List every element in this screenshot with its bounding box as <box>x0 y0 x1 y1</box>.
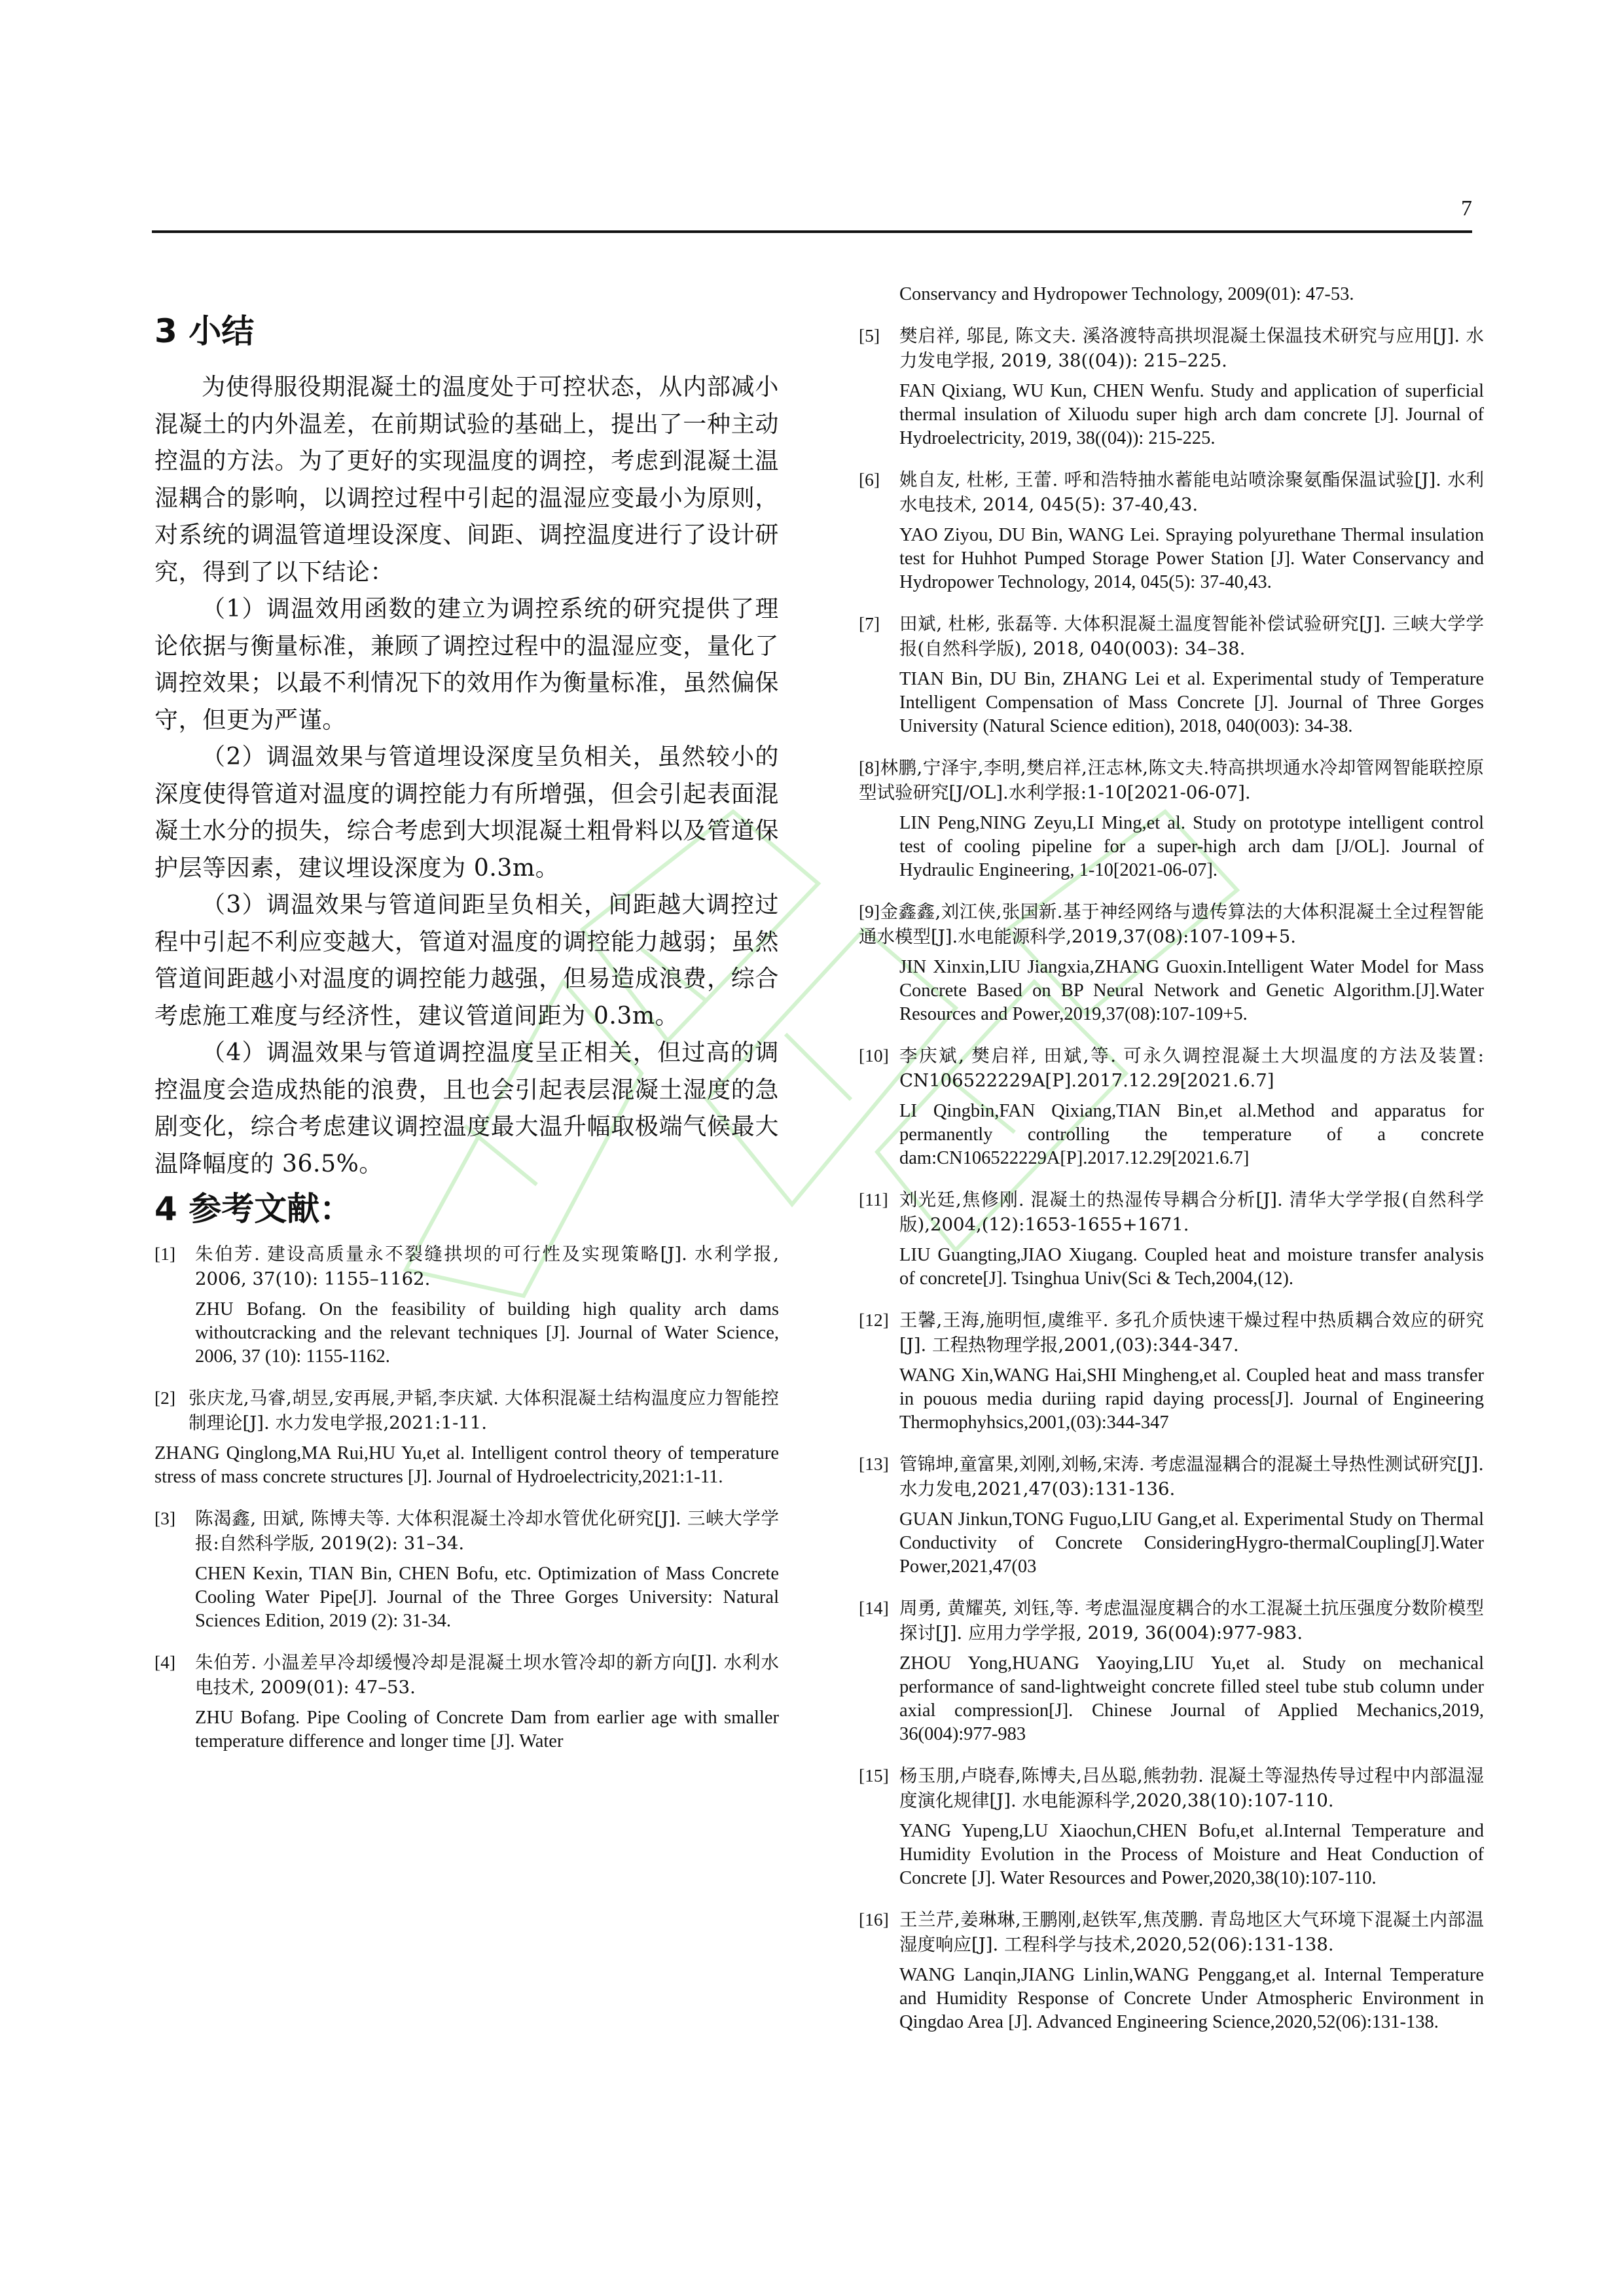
conclusion-intro: 为使得服役期混凝土的温度处于可控状态，从内部减小混凝土的内外温差，在前期试验的基础上，提出了一种主动控温的方法。为了更好的实现温度的调控，考虑到混凝土温湿耦合的影响，以调控过程中引起的温湿应变最小为原则，对系统的调温管道埋设深度、间距、调控温度进行了设计研究，得到了以下结论： <box>154 374 779 586</box>
reference-number: [10] <box>859 1045 889 1066</box>
reference-number: [15] <box>859 1765 889 1785</box>
reference-cn: 王兰芹,姜琳琳,王鹏刚,赵铁军,焦茂鹏. 青岛地区大气环境下混凝土内部温湿度响应[J]. 工程科学与技术,2020,52(06):131-138. <box>899 1909 1484 1955</box>
reference-cn: 刘光廷,焦修刚. 混凝土的热湿传导耦合分析[J]. 清华大学学报(自然科学版),2004,(12):1653-1655+1671. <box>899 1189 1484 1235</box>
reference-en: GUAN Jinkun,TONG Fuguo,LIU Gang,et al. Experimental Study on Thermal Conductivity of Concrete ConsideringHygro-thermalCoupling[J].Water Power,2021,47(03 <box>899 1509 1484 1577</box>
conclusion-item-1: （1）调温效用函数的建立为调控系统的研究提供了理论依据与衡量标准，兼顾了调控过程中的温湿应变，量化了调控效果；以最不利情况下的效用作为衡量标准，虽然偏保守，但更为严谨。 <box>154 596 779 734</box>
reference-cn: 樊启祥, 邬昆, 陈文夫. 溪洛渡特高拱坝混凝土保温技术研究与应用[J]. 水力发电学报, 2019, 38((04)): 215–225. <box>899 325 1484 371</box>
reference-en: YANG Yupeng,LU Xiaochun,CHEN Bofu,et al.Internal Temperature and Humidity Evolution in the Process of Moisture and Heat Conduction of Concrete [J]. Water Resources and Power,2020,38(10):107-110. <box>899 1821 1484 1888</box>
reference-cn: 朱伯芳. 小温差早冷却缓慢冷却是混凝土坝水管冷却的新方向[J]. 水利水电技术, 2009(01): 47–53. <box>195 1652 779 1698</box>
reference-number: [4] <box>154 1652 176 1672</box>
reference-cn: 杨玉朋,卢晓春,陈博夫,吕丛聪,熊勃勃. 混凝土等湿热传导过程中内部温湿度演化规律[J]. 水电能源科学,2020,38(10):107-110. <box>899 1765 1484 1811</box>
page-number: 7 <box>1461 196 1472 221</box>
reference-en: TIAN Bin, DU Bin, ZHANG Lei et al. Experimental study of Temperature Intelligent Compensation of Mass Concrete [J]. Journal of Three Gorges University (Natural Science edition), 2018, 040(003): 34-38. <box>899 669 1484 736</box>
reference-item <box>154 1242 779 1369</box>
reference-item <box>859 467 1484 594</box>
reference-item <box>154 1650 779 1753</box>
reference-item <box>859 1763 1484 1890</box>
reference-number: [8] <box>859 757 880 778</box>
reference-number: [14] <box>859 1598 889 1618</box>
reference-number: [6] <box>859 469 880 490</box>
conclusion-item-4: （4）调温效果与管道调控温度呈正相关，但过高的调控温度会造成热能的浪费，且也会引起表层混凝土湿度的急剧变化，综合考虑建议调控温度最大温升幅取极端气候最大温降幅度的 36.5%。 <box>154 1039 779 1177</box>
reference-number: [12] <box>859 1310 889 1330</box>
reference-en: ZHU Bofang. On the feasibility of building high quality arch dams withoutcracking and the relevant techniques [J]. Journal of Water Science, 2006, 37 (10): 1155-1162. <box>195 1299 779 1367</box>
reference-item <box>859 1308 1484 1435</box>
reference-item <box>859 1187 1484 1291</box>
reference-number: [5] <box>859 325 880 346</box>
reference-cn: 陈渴鑫, 田斌, 陈博夫等. 大体积混凝土冷却水管优化研究[J]. 三峡大学学报:自然科学版, 2019(2): 31–34. <box>195 1508 779 1554</box>
reference-cn: 金鑫鑫,刘江侠,张国新.基于神经网络与遗传算法的大体积混凝土全过程智能通水模型[J].水电能源科学,2019,37(08):107-109+5. <box>859 901 1484 947</box>
conclusion-item-2: （2）调温效果与管道埋设深度呈负相关，虽然较小的深度使得管道对温度的调控能力有所增强，但会引起表面混凝土水分的损失，综合考虑到大坝混凝土粗骨料以及管道保护层等因素，建议埋设深度为 0.3m。 <box>154 744 779 882</box>
reference-item <box>859 899 1484 1026</box>
section-4-title: 4 参考文献： <box>154 1190 353 1228</box>
reference-cn: 管锦坤,童富果,刘刚,刘畅,宋涛. 考虑温湿耦合的混凝土导热性测试研究[J]. 水力发电,2021,47(03):131-136. <box>899 1454 1484 1499</box>
reference-cn: 王馨,王海,施明恒,虞维平. 多孔介质快速干燥过程中热质耦合效应的研究[J]. 工程热物理学报,2001,(03):344-347. <box>899 1310 1484 1355</box>
reference-cn: 姚自友, 杜彬, 王蕾. 呼和浩特抽水蓄能电站喷涂聚氨酯保温试验[J]. 水利水电技术, 2014, 045(5): 37-40,43. <box>899 469 1484 515</box>
reference-continuation: Conservancy and Hydropower Technology, 2009(01): 47-53. <box>899 284 1354 304</box>
conclusion-item-3: （3）调温效果与管道间距呈负相关，间距越大调控过程中引起不利应变越大，管道对温度的调控能力越弱；虽然管道间距越小对温度的调控能力越强，但易造成浪费，综合考虑施工难度与经济性，建议管道间距为 0.3m。 <box>154 891 779 1030</box>
reference-en: WANG Lanqin,JIANG Linlin,WANG Penggang,et al. Internal Temperature and Humidity Response of Concrete Under Atmospheric Environment in Qingdao Area [J]. Advanced Engineering Science,2020,52(06):131-138. <box>899 1965 1484 2032</box>
reference-en: YAO Ziyou, DU Bin, WANG Lei. Spraying polyurethane Thermal insulation test for Huhhot Pumped Storage Power Station [J]. Water Conservancy and Hydropower Technology, 2014, 045(5): 37-40,43. <box>899 525 1484 592</box>
reference-en: WANG Xin,WANG Hai,SHI Mingheng,et al. Coupled heat and mass transfer in pouous media duriing rapid daying process[J]. Journal of Engineering Thermophyhsics,2001,(03):344-347 <box>899 1365 1484 1433</box>
reference-en: FAN Qixiang, WU Kun, CHEN Wenfu. Study and application of superficial thermal insulation of Xiluodu super high arch dam concrete [J]. Journal of Hydroelectricity, 2019, 38((04)): 215-225. <box>899 381 1484 448</box>
reference-item <box>154 1386 779 1489</box>
reference-number: [7] <box>859 613 880 634</box>
reference-en: LI Qingbin,FAN Qixiang,TIAN Bin,et al.Method and apparatus for permanently controlling the temperature of a concrete dam:CN106522229A[P].2017.12.29[2021.6.7] <box>899 1101 1484 1168</box>
header-rule <box>152 230 1472 233</box>
reference-en: LIN Peng,NING Zeyu,LI Ming,et al. Study on prototype intelligent control test of cooling pipeline for a super-high arch dam [J/OL]. Journal of Hydraulic Engineering, 1-10[2021-06-07]. <box>899 813 1484 880</box>
reference-en: CHEN Kexin, TIAN Bin, CHEN Bofu, etc. Optimization of Mass Concrete Cooling Water Pipe[J]. Journal of the Three Gorges University: Natural Sciences Edition, 2019 (2): 31-34. <box>195 1564 779 1631</box>
reference-number: [9] <box>859 901 880 922</box>
reference-item <box>859 1596 1484 1746</box>
reference-cn: 周勇, 黄耀英, 刘钰,等. 考虑温湿度耦合的水工混凝土抗压强度分数阶模型探讨[J]. 应用力学学报, 2019, 36(004):977-983. <box>899 1598 1484 1643</box>
reference-cn: 田斌, 杜彬, 张磊等. 大体积混凝土温度智能补偿试验研究[J]. 三峡大学学报(自然科学版), 2018, 040(003): 34–38. <box>899 613 1484 659</box>
reference-number: [3] <box>154 1508 176 1528</box>
reference-number: [13] <box>859 1454 889 1474</box>
reference-item <box>859 1452 1484 1579</box>
reference-en: ZHOU Yong,HUANG Yaoying,LIU Yu,et al. Study on mechanical performance of sand-lightweight concrete filled steel tube stub column under axial compression[J]. Chinese Journal of Applied Mechanics,2019, 36(004):977-983 <box>899 1653 1484 1744</box>
reference-number: [11] <box>859 1189 888 1210</box>
reference-en: ZHANG Qinglong,MA Rui,HU Yu,et al. Intelligent control theory of temperature stress of mass concrete structures [J]. Journal of Hydroelectricity,2021:1-11. <box>154 1443 779 1487</box>
left-column <box>154 275 779 1770</box>
reference-cn: 李庆斌, 樊启祥, 田斌,等. 可永久调控混凝土大坝温度的方法及装置: CN106522229A[P].2017.12.29[2021.6.7] <box>899 1045 1484 1091</box>
reference-en: LIU Guangting,JIAO Xiugang. Coupled heat and moisture transfer analysis of concrete[J]. Tsinghua Univ(Sci & Tech,2004,(12). <box>899 1245 1484 1289</box>
reference-cn: 林鹏,宁泽宇,李明,樊启祥,汪志林,陈文夫.特高拱坝通水冷却管网智能联控原型试验研究[J/OL].水利学报:1-10[2021-06-07]. <box>859 757 1484 803</box>
reference-en: ZHU Bofang. Pipe Cooling of Concrete Dam from earlier age with smaller temperature difference and longer time [J]. Water <box>195 1708 779 1751</box>
reference-item <box>154 1506 779 1633</box>
reference-cn: 朱伯芳. 建设高质量永不裂缝拱坝的可行性及实现策略[J]. 水利学报, 2006, 37(10): 1155–1162. <box>195 1244 779 1289</box>
reference-cn: 张庆龙,马睿,胡昱,安再展,尹韬,李庆斌. 大体积混凝土结构温度应力智能控制理论[J]. 水力发电学报,2021:1-11. <box>189 1388 779 1433</box>
reference-number: [2] <box>154 1388 176 1408</box>
reference-item <box>859 1907 1484 2034</box>
reference-number: [1] <box>154 1244 176 1264</box>
reference-item <box>859 611 1484 738</box>
reference-item <box>859 755 1484 882</box>
reference-number: [16] <box>859 1909 889 1929</box>
right-column <box>859 283 1484 2051</box>
reference-en: JIN Xinxin,LIU Jiangxia,ZHANG Guoxin.Intelligent Water Model for Mass Concrete Based on BP Neural Network and Genetic Algorithm.[J].Water Resources and Power,2019,37(08):107-109+5. <box>899 957 1484 1024</box>
reference-item <box>859 323 1484 450</box>
section-3-title: 3 小结 <box>154 312 255 350</box>
reference-item <box>859 1043 1484 1170</box>
